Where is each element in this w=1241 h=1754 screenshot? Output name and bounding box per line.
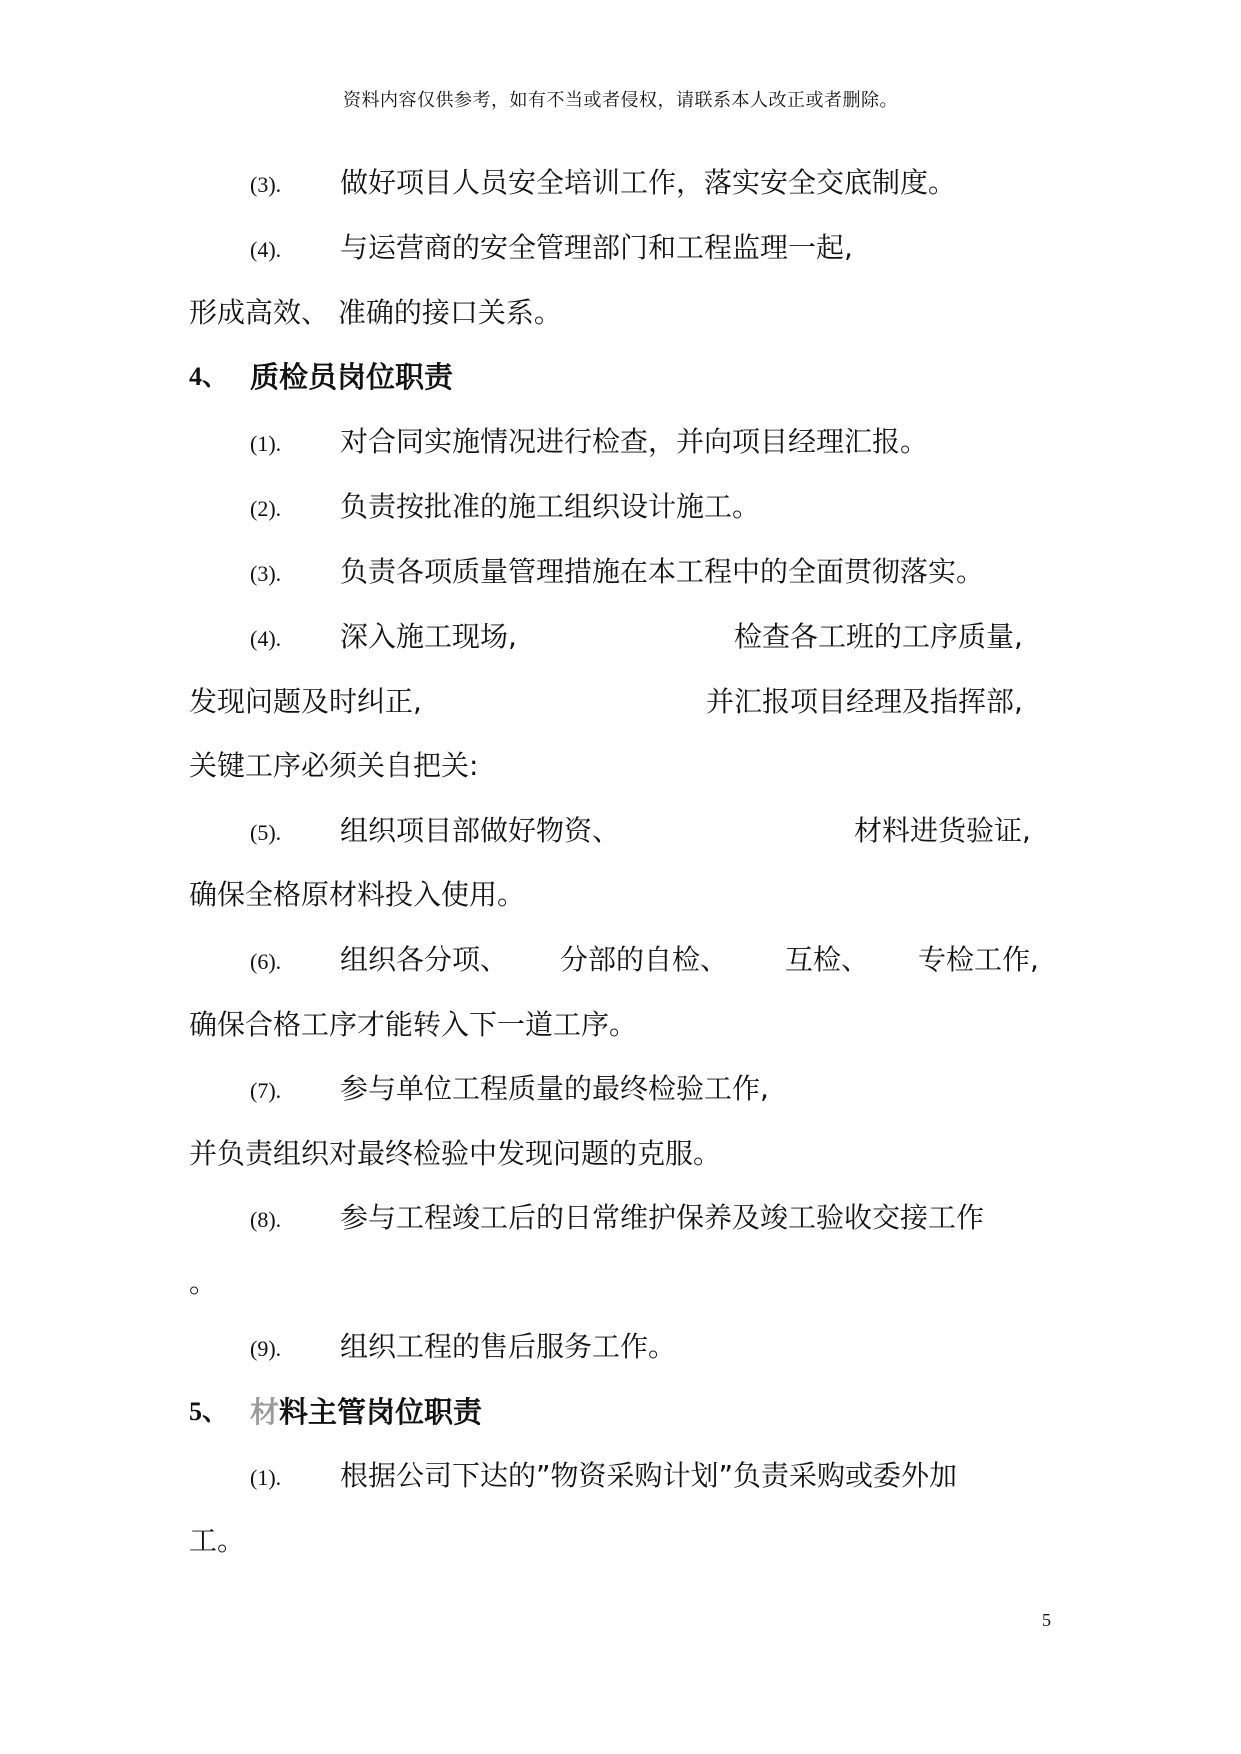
item-number: (1). — [250, 431, 282, 456]
item-continuation: 。 — [189, 1266, 218, 1299]
item-text: 材料进货验证, — [854, 814, 1031, 847]
item-text: 负责按批准的施工组织设计施工。 — [340, 490, 761, 523]
section-title-rest: 料主管岗位职责 — [279, 1395, 483, 1429]
section-title-faint-char: 材 — [250, 1395, 280, 1429]
item-number: (5). — [250, 820, 282, 845]
item-text: 对合同实施情况进行检查，并向项目经理汇报。 — [340, 425, 929, 458]
item-text: 组织各分项、 — [340, 943, 509, 976]
item-text: 检查各工班的工序质量, — [734, 620, 1023, 653]
item-continuation: 确保合格工序才能转入下一道工序。 — [189, 1008, 638, 1041]
item-number: (3). — [250, 561, 282, 586]
item-number: (1). — [250, 1465, 282, 1490]
item-number: (4). — [250, 237, 282, 262]
item-number: (6). — [250, 949, 282, 974]
item-continuation: 关键工序必须关自把关: — [189, 749, 479, 782]
item-continuation: 形成高效、 准确的接口关系。 — [189, 296, 562, 329]
item-continuation: 并汇报项目经理及指挥部, — [706, 685, 1023, 718]
section-number: 4、 — [189, 362, 229, 391]
item-text: 互检、 — [785, 943, 870, 976]
item-text: 分部的自检、 — [560, 943, 729, 976]
section-title — [250, 1392, 482, 1432]
item-text: 组织工程的售后服务工作。 — [340, 1330, 677, 1363]
item-number: (8). — [250, 1207, 282, 1232]
page-number: 5 — [1042, 1610, 1051, 1630]
item-text: 与运营商的安全管理部门和工程监理一起, — [340, 231, 853, 264]
item-text: 参与单位工程质量的最终检验工作, — [340, 1072, 769, 1105]
item-text: 专检工作, — [918, 943, 1039, 976]
item-text: 负责各项质量管理措施在本工程中的全面贯彻落实。 — [340, 555, 985, 588]
item-number: (4). — [250, 626, 282, 651]
item-text: 深入施工现场, — [340, 620, 517, 653]
item-continuation: 并负责组织对最终检验中发现问题的克服。 — [189, 1137, 722, 1170]
item-number: (2). — [250, 496, 282, 521]
item-text: 参与工程竣工后的日常维护保养及竣工验收交接工作 — [340, 1201, 985, 1234]
item-number: (3). — [250, 172, 282, 197]
item-text: 根据公司下达的”物资采购计划”负责采购或委外加 — [340, 1459, 958, 1492]
item-continuation: 工。 — [189, 1524, 246, 1557]
item-continuation: 确保全格原材料投入使用。 — [189, 878, 526, 911]
item-number: (9). — [250, 1336, 282, 1361]
item-continuation: 发现问题及时纠正, — [189, 685, 422, 718]
section-number: 5、 — [189, 1397, 229, 1426]
item-number: (7). — [250, 1078, 282, 1103]
header-disclaimer: 资料内容仅供参考，如有不当或者侵权，请联系本人改正或者删除。 — [343, 90, 898, 111]
section-title: 质检员岗位职责 — [250, 360, 454, 394]
item-text: 组织项目部做好物资、 — [340, 814, 621, 847]
item-text: 做好项目人员安全培训工作，落实安全交底制度。 — [340, 166, 957, 199]
